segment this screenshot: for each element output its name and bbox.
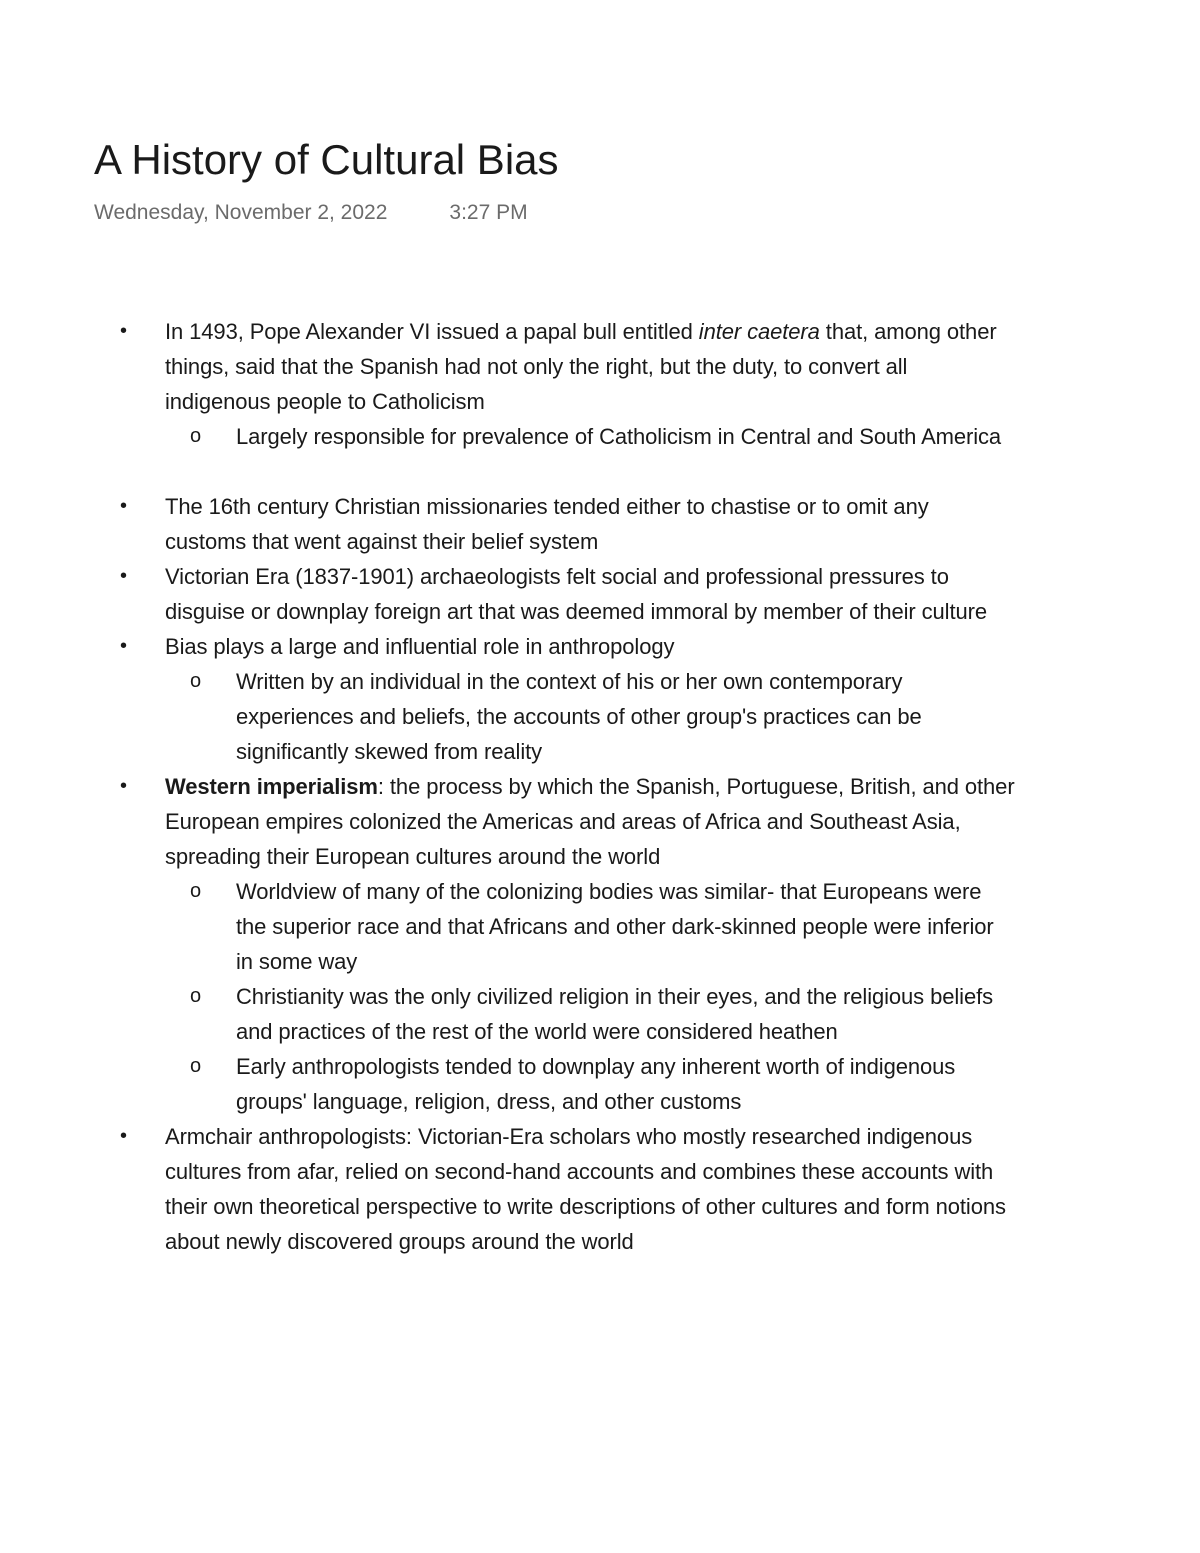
bullet-marker: •: [120, 1125, 127, 1147]
page-date: Wednesday, November 2, 2022: [94, 201, 388, 224]
list-item[interactable]: [0, 769, 1015, 874]
sub-bullet-marker: o: [190, 880, 202, 902]
italic-term: inter caetera: [698, 319, 820, 344]
item-text: : the process by which the Spanish, Portuguese, British, and other European empires colonized the Americas and areas of Africa and Southeast Asia, spreading their European cultures around the world: [165, 774, 1015, 869]
sub-list-item[interactable]: [0, 979, 1016, 1049]
sub-list-item[interactable]: [0, 1049, 1016, 1119]
bullet-marker: •: [120, 320, 127, 342]
note-body[interactable]: [0, 314, 1200, 1259]
bold-term: Western imperialism: [165, 774, 378, 799]
page-title[interactable]: A History of Cultural Bias: [94, 136, 559, 183]
list-item[interactable]: [0, 489, 1015, 559]
sub-bullet-marker: o: [190, 1055, 202, 1077]
list-item[interactable]: [0, 314, 1015, 419]
item-text: Worldview of many of the colonizing bodies was similar- that Europeans were the superior race and that Africans and other dark-skinned people were inferior in some way: [236, 879, 994, 974]
item-text: Bias plays a large and influential role in anthropology: [165, 634, 675, 659]
item-text: In 1493, Pope Alexander VI issued a papal bull entitled: [165, 319, 699, 344]
sub-bullet-marker: o: [190, 425, 202, 447]
sub-bullet-marker: o: [190, 985, 202, 1007]
bullet-marker: •: [120, 775, 127, 797]
list-item[interactable]: [0, 559, 1015, 629]
item-text: Armchair anthropologists: Victorian-Era scholars who mostly researched indigenous cultures from afar, relied on second-hand accounts and combines these accounts with their own theoretical perspective to write descriptions of other cultures and form notions about newly discovered groups around the world: [165, 1124, 1006, 1254]
sub-bullet-marker: o: [190, 670, 202, 692]
list-item[interactable]: [0, 1119, 1015, 1259]
item-text: Early anthropologists tended to downplay any inherent worth of indigenous groups' language, religion, dress, and other customs: [236, 1054, 956, 1114]
bullet-marker: •: [120, 635, 127, 657]
item-text: The 16th century Christian missionaries tended either to chastise or to omit any customs that went against their belief system: [165, 494, 929, 554]
page-timestamp: [94, 199, 528, 227]
bullet-marker: •: [120, 495, 127, 517]
item-text: Victorian Era (1837-1901) archaeologists felt social and professional pressures to disguise or downplay foreign art that was deemed immoral by member of their culture: [165, 564, 987, 624]
sub-list-item[interactable]: [0, 664, 1016, 769]
sub-list-item[interactable]: [0, 874, 1016, 979]
item-text: Largely responsible for prevalence of Catholicism in Central and South America: [236, 424, 1002, 449]
item-text: Written by an individual in the context of his or her own contemporary experiences and beliefs, the accounts of other group's practices can be significantly skewed from reality: [236, 669, 922, 764]
item-text: Christianity was the only civilized religion in their eyes, and the religious beliefs and practices of the rest of the world were considered heathen: [236, 984, 993, 1044]
page-time: 3:27 PM: [449, 201, 528, 224]
list-item[interactable]: [0, 629, 1015, 664]
blank-line: [0, 454, 1200, 489]
sub-list-item[interactable]: [0, 419, 1016, 454]
item-text: that, among other things, said that the Spanish had not only the right, but the duty, to convert all indigenous people to Catholicism: [165, 319, 997, 414]
bullet-marker: •: [120, 565, 127, 587]
